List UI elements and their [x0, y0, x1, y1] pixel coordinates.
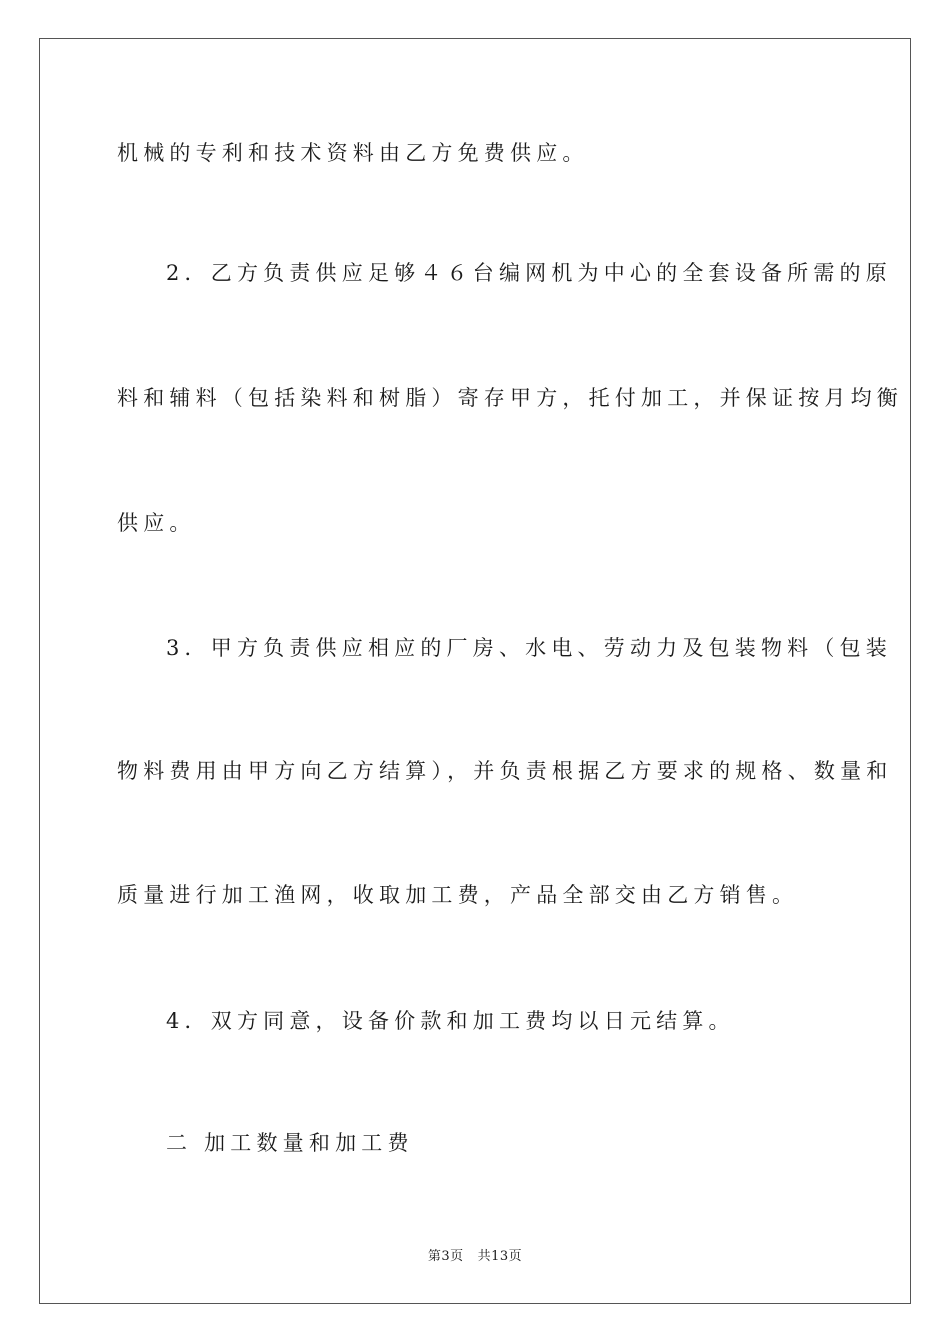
page-footer — [0, 1248, 950, 1266]
paragraph-line-4: 供应。 — [117, 511, 196, 535]
paragraph-line-1: 机械的专利和技术资料由乙方免费供应。 — [117, 141, 589, 165]
paragraph-line-7: 质量进行加工渔网，收取加工费，产品全部交由乙方销售。 — [117, 883, 799, 907]
paragraph-line-6: 物料费用由甲方向乙方结算），并负责根据乙方要求的规格、数量和 — [117, 759, 893, 783]
paragraph-line-8: 4．双方同意，设备价款和加工费均以日元结算。 — [166, 1009, 735, 1033]
page-number: 第3页 — [427, 1249, 464, 1264]
section-heading: 二 加工数量和加工费 — [166, 1131, 414, 1155]
page-total: 共13页 — [477, 1249, 523, 1264]
paragraph-line-5: 3．甲方负责供应相应的厂房、水电、劳动力及包装物料（包装 — [166, 636, 892, 660]
paragraph-line-3: 料和辅料（包括染料和树脂）寄存甲方，托付加工，并保证按月均衡 — [117, 386, 903, 410]
page-frame — [39, 38, 911, 1304]
paragraph-line-2: 2．乙方负责供应足够４６台编网机为中心的全套设备所需的原 — [166, 261, 892, 285]
